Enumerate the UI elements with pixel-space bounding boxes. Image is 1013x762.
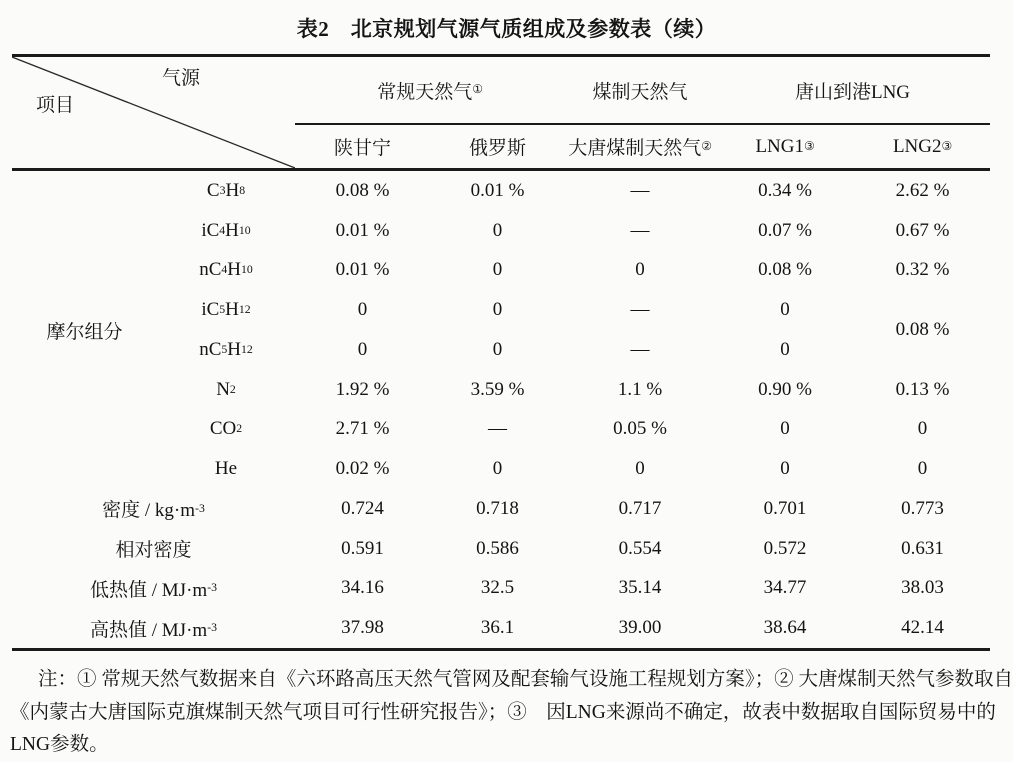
value-cell: 0.591 — [341, 537, 384, 559]
value-cell: 0 — [917, 458, 928, 480]
value-cell: 0 — [780, 299, 790, 321]
value-cell: 0.05 % — [613, 418, 667, 440]
value-cell: 0 — [357, 299, 368, 321]
value-cell: 38.03 — [901, 577, 944, 599]
value-cell: 0.90 % — [758, 378, 812, 400]
value-cell: 0 — [492, 338, 503, 360]
group-header-tangshan-lng: 唐山到港LNG — [794, 81, 911, 103]
corner-cell — [12, 57, 295, 168]
species-label: C 3 H 8 — [206, 179, 246, 201]
value-cell: 2.71 % — [335, 418, 390, 440]
value-cell: 35.14 — [618, 577, 662, 599]
value-cell: 36.1 — [480, 617, 515, 639]
value-cell: 0.07 % — [758, 219, 812, 241]
value-cell: 0.08 % — [758, 259, 812, 281]
value-cell: 0 — [357, 338, 368, 360]
value-cell: 32.5 — [480, 577, 515, 599]
footnote-line: 《内蒙古大唐国际克旗煤制天然气项目可行性研究报告》；③ 因LNG来源尚不确定，故表中数据取自国际贸易中的 — [10, 701, 996, 723]
value-cell: 0.554 — [618, 537, 662, 559]
species-label: N 2 — [216, 378, 236, 400]
value-cell: 0 — [780, 338, 790, 360]
value-cell: 0.01 % — [335, 259, 390, 281]
value-cell: 1.1 % — [617, 378, 663, 400]
param-label: 密度 / kg·m -3 — [102, 500, 205, 522]
column-header-shaanganning: 陕甘宁 — [333, 138, 391, 159]
value-cell: — — [630, 299, 650, 321]
footnote-line: 注：① 常规天然气数据来自《六环路高压天然气管网及配套输气设施工程规划方案》；② 大唐煤制天然气参数取自 — [38, 669, 1013, 690]
value-cell: 0 — [917, 418, 928, 440]
value-cell: 0 — [492, 458, 503, 480]
species-label: nC 5 H 12 — [199, 338, 253, 360]
table-header — [12, 57, 990, 171]
mole-group-label: 摩尔组分 — [46, 321, 123, 343]
value-cell: 0 — [492, 259, 503, 281]
value-cell: 0.572 — [763, 537, 807, 559]
value-cell: 0.01 % — [335, 219, 390, 241]
value-cell: — — [488, 418, 507, 440]
value-cell: 38.64 — [763, 617, 807, 639]
column-header-russia: 俄罗斯 — [468, 138, 526, 159]
value-cell: 0 — [492, 299, 503, 321]
value-cell: 3.59 % — [470, 378, 525, 400]
value-cell: 0.01 % — [470, 179, 525, 201]
value-cell: 0.67 % — [895, 219, 950, 241]
gas-quality-table — [12, 54, 990, 651]
value-cell: 0 — [635, 458, 645, 480]
value-cell: 0.718 — [476, 497, 519, 519]
value-cell: 0.02 % — [335, 458, 390, 480]
column-header-lng1: LNG1 ③ — [755, 135, 815, 157]
value-cell: — — [630, 179, 650, 201]
header-right-section — [295, 57, 990, 168]
value-cell: 0.08 % — [335, 179, 390, 201]
value-cell: 0.631 — [901, 537, 944, 559]
value-cell: 37.98 — [341, 617, 384, 639]
table-title: 表2 北京规划气源气质组成及参数表（续） — [296, 17, 717, 41]
species-label: CO 2 — [209, 418, 243, 440]
value-cell: — — [630, 219, 650, 241]
column-header-datang-coal-ng: 大唐煤制天然气 ② — [568, 138, 712, 159]
group-header-coal-ng: 煤制天然气 — [592, 81, 688, 103]
value-cell: 0.717 — [618, 497, 662, 519]
column-header-lng2: LNG2 ③ — [892, 135, 953, 157]
species-label: iC 5 H 12 — [201, 299, 251, 321]
param-label: 高热值 / MJ·m -3 — [90, 619, 217, 641]
table-body — [12, 171, 990, 648]
value-cell: 0 — [492, 219, 503, 241]
value-cell: 0.34 % — [758, 179, 812, 201]
value-cell: 0 — [780, 418, 790, 440]
species-label: He — [214, 458, 238, 480]
value-cell: 0.586 — [476, 537, 519, 559]
value-cell: 2.62 % — [895, 179, 950, 201]
value-cell: 0.724 — [341, 497, 384, 519]
group-header-conventional-ng: 常规天然气 ① — [377, 81, 483, 103]
footnote-line: LNG参数。 — [10, 734, 109, 755]
column-header-row — [295, 125, 990, 168]
value-cell: — — [630, 338, 650, 360]
value-cell: 0 — [635, 259, 645, 281]
corner-label-gas-source: 气源 — [162, 68, 201, 89]
value-cell: 34.16 — [341, 577, 384, 599]
value-cell: 0 — [780, 458, 790, 480]
value-cell: 1.92 % — [335, 378, 390, 400]
value-cell: 0.773 — [901, 497, 944, 519]
value-cell: 39.00 — [618, 617, 662, 639]
param-label: 相对密度 — [115, 540, 192, 562]
value-cell: 42.14 — [901, 617, 944, 639]
footnotes — [10, 664, 1013, 762]
group-header-row — [295, 57, 990, 125]
corner-label-item: 项目 — [36, 95, 75, 116]
value-cell: 0.32 % — [895, 259, 950, 281]
value-cell: 0.13 % — [895, 378, 950, 400]
value-cell: 34.77 — [763, 577, 807, 599]
value-cell: 0.701 — [763, 497, 807, 519]
lng2-merged-cell: 0.08 % — [895, 319, 950, 340]
species-label: iC 4 H 10 — [201, 219, 251, 241]
species-label: nC 4 H 10 — [199, 259, 253, 281]
param-label: 低热值 / MJ·m -3 — [90, 579, 217, 601]
